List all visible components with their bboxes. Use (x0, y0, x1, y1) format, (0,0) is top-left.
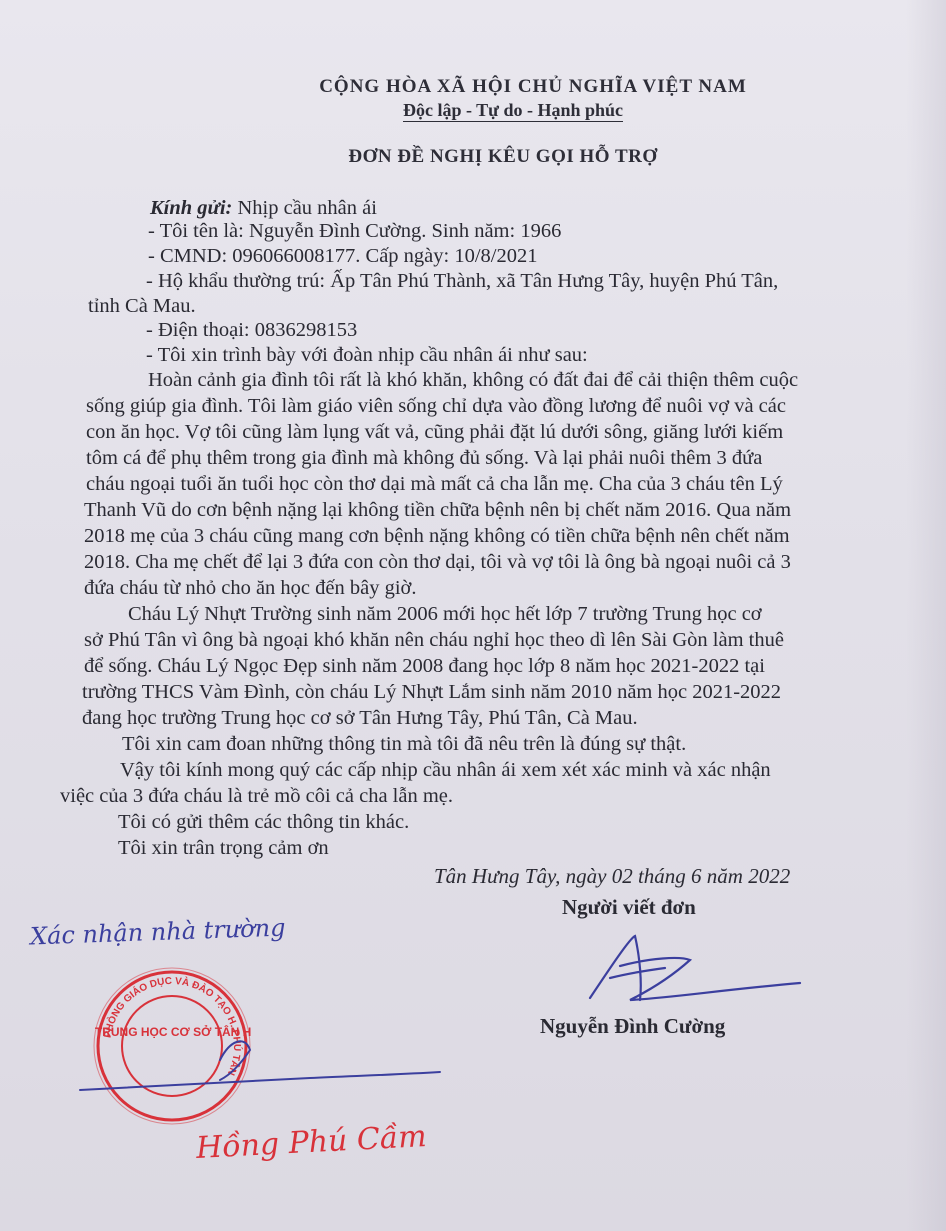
body-line: để sống. Cháu Lý Ngọc Đẹp sinh năm 2008 đang học lớp 8 năm học 2021-2022 tại (84, 655, 765, 677)
official-name: Hồng Phú Cầm (195, 1118, 428, 1167)
body-line: tỉnh Cà Mau. (88, 295, 196, 317)
body-line: Tôi xin trân trọng cảm ơn (118, 837, 329, 859)
applicant-signature-stroke (560, 928, 820, 1013)
body-line: Thanh Vũ do cơn bệnh nặng lại không tiền chữa bệnh nên bị chết năm 2016. Qua năm (84, 499, 792, 521)
body-line: 2018. Cha mẹ chết để lại 3 đứa con còn thơ dại, tôi và vợ tôi là ông bà ngoại nuôi cả 3 (84, 551, 791, 573)
signer-role: Người viết đơn (562, 895, 696, 919)
place-date: Tân Hưng Tây, ngày 02 tháng 6 năm 2022 (434, 864, 791, 888)
signer-name: Nguyễn Đình Cường (540, 1014, 726, 1038)
body-line: - CMND: 096066008177. Cấp ngày: 10/8/2021 (148, 245, 538, 267)
body-line: Vậy tôi kính mong quý các cấp nhịp cầu nhân ái xem xét xác minh và xác nhận (120, 759, 771, 781)
nation-heading: CỘNG HÒA XÃ HỘI CHỦ NGHĨA VIỆT NAM (319, 76, 747, 97)
body-line: Cháu Lý Nhựt Trường sinh năm 2006 mới học hết lớp 7 trường Trung học cơ (128, 603, 762, 625)
motto-text: Độc lập - Tự do - Hạnh phúc (402, 100, 624, 120)
body-line: Tôi xin cam đoan những thông tin mà tôi đã nêu trên là đúng sự thật. (122, 733, 687, 755)
motto-heading (0, 100, 946, 121)
body-line: cháu ngoại tuổi ăn tuổi học còn thơ dại mà mất cả cha lẫn mẹ. Cha của 3 cháu tên Lý (86, 473, 783, 495)
document-title: ĐƠN ĐỀ NGHỊ KÊU GỌI HỖ TRỢ (348, 146, 658, 167)
body-line: đang học trường Trung học cơ sở Tân Hưng Tây, Phú Tân, Cà Mau. (82, 707, 638, 729)
greeting-value: Nhịp cầu nhân ái (232, 197, 377, 219)
body-line: - Tôi xin trình bày với đoàn nhịp cầu nhân ái như sau: (146, 344, 588, 366)
stamp-ring-text: PHÒNG GIÁO DỤC VÀ ĐÀO TẠO H. PHÚ TÂN (102, 975, 243, 1077)
body-line: - Tôi tên là: Nguyễn Đình Cường. Sinh năm: 1966 (148, 220, 562, 242)
stamp-center-text: TRUNG HỌC CƠ SỞ TÂN H (94, 1025, 252, 1039)
body-line: tôm cá để phụ thêm trong gia đình mà không đủ sống. Và lại phải nuôi thêm 3 đứa (86, 447, 763, 469)
body-line: việc của 3 đứa cháu là trẻ mồ côi cả cha lẫn mẹ. (60, 785, 454, 807)
body-line: - Điện thoại: 0836298153 (146, 319, 358, 341)
body-line: trường THCS Vàm Đình, còn cháu Lý Nhựt Lắm sinh năm 2010 năm học 2021-2022 (82, 681, 782, 703)
body-line: con ăn học. Vợ tôi cũng làm lụng vất vả, cũng phải đặt lú dưới sông, giăng lưới kiếm (86, 421, 784, 443)
greeting-line (150, 198, 377, 219)
body-line: sống giúp gia đình. Tôi làm giáo viên sống chỉ dựa vào đồng lương để nuôi vợ và các (86, 395, 786, 417)
official-signature (70, 1020, 450, 1115)
page-shadow (906, 0, 946, 1231)
body-line: sở Phú Tân vì ông bà ngoại khó khăn nên cháu nghỉ học theo dì lên Sài Gòn làm thuê (84, 629, 784, 651)
handwritten-note: Xác nhận nhà trường (29, 913, 286, 951)
greeting-label: Kính gửi: (150, 197, 233, 219)
body-line: Hoàn cảnh gia đình tôi rất là khó khăn, không có đất đai để cải thiện thêm cuộc (148, 369, 799, 391)
body-line: - Hộ khẩu thường trú: Ấp Tân Phú Thành, xã Tân Hưng Tây, huyện Phú Tân, (146, 270, 779, 292)
official-signature-stroke (70, 1020, 450, 1110)
body-line: Tôi có gửi thêm các thông tin khác. (118, 811, 410, 833)
applicant-signature (560, 928, 820, 1018)
body-line: đứa cháu từ nhỏ cho ăn học đến bây giờ. (84, 577, 417, 599)
body-line: 2018 mẹ của 3 cháu cũng mang cơn bệnh nặng không có tiền chữa bệnh nên chết năm (84, 525, 790, 547)
